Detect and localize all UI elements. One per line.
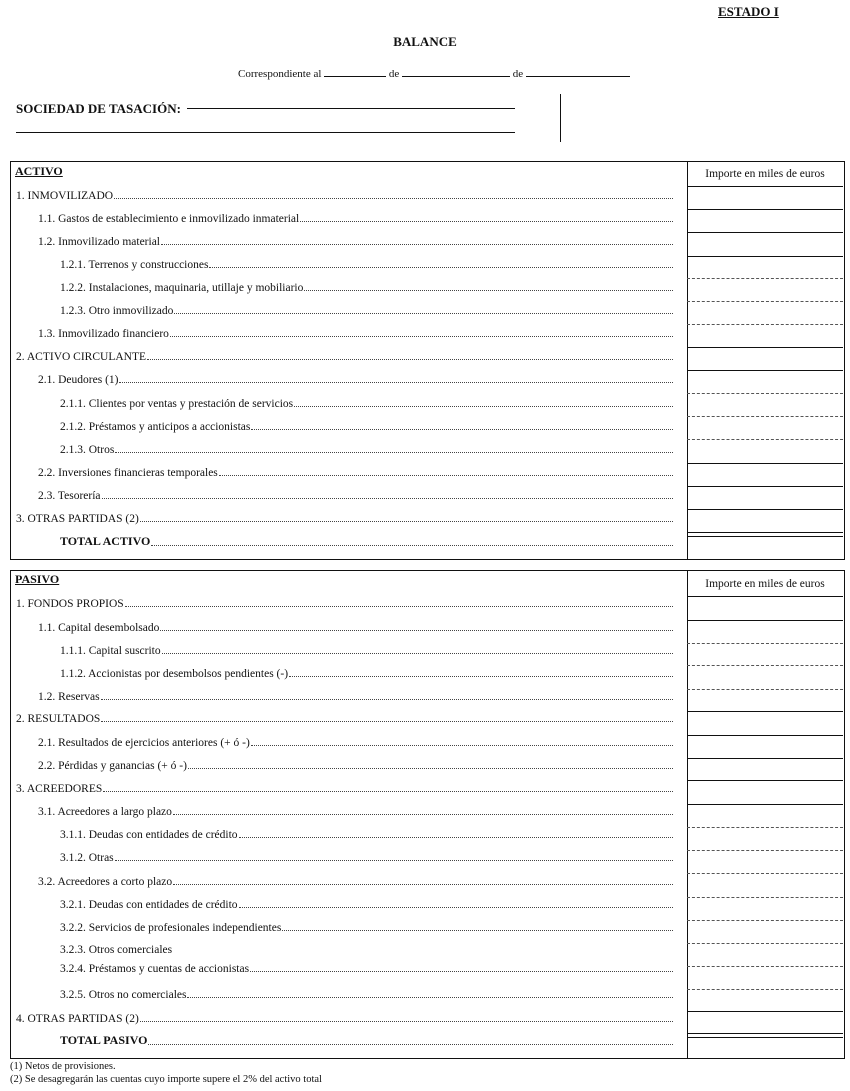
dot-leader [115,451,673,453]
activo-row-label: 2.1.3. Otros [60,444,115,456]
pasivo-row [60,942,673,956]
activo-amount-line[interactable] [687,536,843,537]
dot-leader [114,197,673,199]
activo-row [16,188,673,202]
pasivo-row-label: 3.2. Acreedores a corto plazo [38,876,173,888]
day-blank[interactable] [324,66,386,77]
activo-row-label: 1.2.1. Terrenos y construcciones [60,259,209,271]
dot-leader [148,1043,673,1045]
pasivo-row-label: 3.1. Acreedores a largo plazo [38,806,172,818]
pasivo-amount-line[interactable] [687,780,843,781]
pasivo-row-label: 1.1.1. Capital suscrito [60,645,161,657]
activo-row-label: 1.2. Inmovilizado material [38,236,160,248]
sociedad-blank-2[interactable] [16,132,515,133]
footnote-2: (2) Se desagregarán las cuentas cuyo importe supere el 2% del activo total [10,1074,322,1085]
activo-row-label: TOTAL ACTIVO [60,535,151,548]
activo-row-label: 1.3. Inmovilizado financiero [38,328,169,340]
pasivo-row [60,643,673,657]
activo-amount-line[interactable] [687,278,843,279]
dot-leader [289,675,673,677]
vertical-divider [560,94,561,142]
pasivo-row [16,711,673,725]
pasivo-row [60,1034,673,1048]
pasivo-row-label: 3.2.3. Otros comerciales [60,944,173,956]
activo-amounts-box [687,161,845,560]
pasivo-row [16,596,673,610]
pasivo-row-label: TOTAL PASIVO [60,1034,148,1047]
pasivo-row-label: 3.2.4. Préstamos y cuentas de accionistas [60,963,250,975]
pasivo-column-header: Importe en miles de euros [705,578,825,590]
pasivo-amount-line[interactable] [687,1037,843,1038]
pasivo-amount-line[interactable] [687,665,843,666]
dot-leader [174,312,673,314]
activo-row [60,535,673,549]
pasivo-row [60,920,673,934]
activo-amount-line[interactable] [687,256,843,257]
footnote-1: (1) Netos de provisiones. [10,1061,116,1072]
pasivo-amount-line[interactable] [687,873,843,874]
activo-row [38,326,673,340]
dot-leader [101,698,673,700]
activo-amount-line[interactable] [687,370,843,371]
pasivo-amount-line[interactable] [687,966,843,967]
pasivo-amount-line[interactable] [687,1011,843,1012]
form-code: ESTADO I [718,4,779,19]
activo-amount-line[interactable] [687,232,843,233]
activo-row-label: 1.2.2. Instalaciones, maquinaria, utillaje y mobiliario [60,282,304,294]
activo-amount-line[interactable] [687,186,843,187]
pasivo-row-label: 2. RESULTADOS [16,713,101,725]
activo-row [16,511,673,525]
dot-leader [294,405,673,407]
pasivo-row [38,804,673,818]
activo-amount-line[interactable] [687,532,843,533]
activo-amount-line[interactable] [687,347,843,348]
dot-leader [115,859,673,861]
pasivo-row-label: 3.1.1. Deudas con entidades de crédito [60,829,238,841]
dot-leader [161,243,673,245]
activo-row-label: 1.1. Gastos de establecimiento e inmovilizado inmaterial [38,213,300,225]
activo-row-label: 2.2. Inversiones financieras temporales [38,467,218,479]
activo-row-label: 3. OTRAS PARTIDAS (2) [16,513,139,525]
activo-row [38,465,673,479]
pasivo-row [38,758,673,772]
dot-leader [219,474,673,476]
pasivo-row [38,620,673,634]
correspondiente-label: Correspondiente al [238,68,322,80]
pasivo-amount-line[interactable] [687,643,843,644]
activo-amount-line[interactable] [687,416,843,417]
dot-leader [162,652,673,654]
activo-amount-line[interactable] [687,463,843,464]
activo-column-header: Importe en miles de euros [705,168,825,180]
pasivo-row [60,827,673,841]
activo-row [60,303,673,317]
pasivo-row [38,874,673,888]
pasivo-amount-line[interactable] [687,943,843,944]
activo-amount-line[interactable] [687,301,843,302]
dot-leader [250,970,673,972]
activo-row-label: 1.2.3. Otro inmovilizado [60,305,174,317]
dot-leader [209,266,673,268]
dot-leader [282,929,673,931]
dot-leader [173,813,673,815]
dot-leader [125,605,673,607]
pasivo-amount-line[interactable] [687,1033,843,1034]
dot-leader [239,836,673,838]
dot-leader [300,220,673,222]
pasivo-amount-line[interactable] [687,989,843,990]
dot-leader [140,520,673,522]
pasivo-row-label: 1.1.2. Accionistas por desembolsos pendientes (-) [60,668,289,680]
pasivo-row-label: 1.1. Capital desembolsado [38,622,160,634]
pasivo-row-label: 3.1.2. Otras [60,852,114,864]
activo-row [60,442,673,456]
pasivo-row-label: 3.2.2. Servicios de profesionales independientes [60,922,282,934]
activo-row-label: 1. INMOVILIZADO [16,190,114,202]
dot-leader [187,996,673,998]
pasivo-row-label: 2.2. Pérdidas y ganancias (+ ó -) [38,760,187,772]
activo-row-label: 2.1. Deudores (1) [38,374,119,386]
dot-leader [160,629,673,631]
pasivo-amount-line[interactable] [687,758,843,759]
pasivo-row [16,1011,673,1025]
activo-row [16,349,673,363]
activo-row [60,257,673,271]
activo-row [38,234,673,248]
activo-row-label: 2.1.1. Clientes por ventas y prestación de servicios [60,398,294,410]
pasivo-amount-line[interactable] [687,689,843,690]
pasivo-heading: PASIVO [15,572,60,586]
pasivo-row-label: 1.2. Reservas [38,691,100,703]
pasivo-row [38,735,673,749]
dot-leader [102,497,673,499]
dot-leader [101,720,673,722]
activo-row [38,211,673,225]
activo-amount-line[interactable] [687,486,843,487]
dot-leader [151,544,673,546]
year-blank[interactable] [526,66,630,77]
period-line [238,66,630,80]
pasivo-amount-line[interactable] [687,711,843,712]
pasivo-amount-line[interactable] [687,920,843,921]
page-title: BALANCE [393,34,457,49]
pasivo-row [60,961,673,975]
de-label-2: de [512,68,524,80]
activo-row-label: 2. ACTIVO CIRCULANTE [16,351,147,363]
activo-row [60,419,673,433]
pasivo-amount-line[interactable] [687,897,843,898]
pasivo-row-label: 3. ACREEDORES [16,783,103,795]
activo-row [38,372,673,386]
pasivo-row [60,987,673,1001]
dot-leader [140,1020,673,1022]
dot-leader [170,335,673,337]
activo-amount-line[interactable] [687,439,843,440]
dot-leader [147,358,673,360]
activo-amount-line[interactable] [687,209,843,210]
pasivo-row [60,850,673,864]
pasivo-row [38,689,673,703]
pasivo-row-label: 2.1. Resultados de ejercicios anteriores (+ ó -) [38,737,250,749]
pasivo-amount-line[interactable] [687,596,843,597]
dot-leader [188,767,673,769]
pasivo-row-label: 1. FONDOS PROPIOS [16,598,124,610]
pasivo-row-label: 3.2.1. Deudas con entidades de crédito [60,899,238,911]
activo-heading: ACTIVO [15,164,63,178]
pasivo-row-label: 3.2.5. Otros no comerciales [60,989,187,1001]
activo-row [60,396,673,410]
dot-leader [304,289,673,291]
dot-leader [119,381,673,383]
activo-row [38,488,673,502]
month-blank[interactable] [402,66,510,77]
pasivo-row-label: 4. OTRAS PARTIDAS (2) [16,1013,139,1025]
sociedad-label: SOCIEDAD DE TASACIÓN: [16,101,181,116]
activo-amount-line[interactable] [687,324,843,325]
activo-row-label: 2.3. Tesorería [38,490,101,502]
activo-row [60,280,673,294]
dot-leader [251,744,673,746]
pasivo-row [60,897,673,911]
dot-leader [251,428,673,430]
de-label-1: de [388,68,400,80]
pasivo-row [16,781,673,795]
pasivo-amount-line[interactable] [687,827,843,828]
activo-row-label: 2.1.2. Préstamos y anticipos a accionistas [60,421,251,433]
activo-amount-line[interactable] [687,509,843,510]
dot-leader [103,790,673,792]
activo-amount-line[interactable] [687,393,843,394]
sociedad-blank-1[interactable] [187,108,515,109]
dot-leader [239,906,673,908]
pasivo-row [60,666,673,680]
pasivo-amount-line[interactable] [687,804,843,805]
pasivo-amount-line[interactable] [687,850,843,851]
pasivo-amount-line[interactable] [687,620,843,621]
pasivo-amount-line[interactable] [687,735,843,736]
dot-leader [173,883,673,885]
